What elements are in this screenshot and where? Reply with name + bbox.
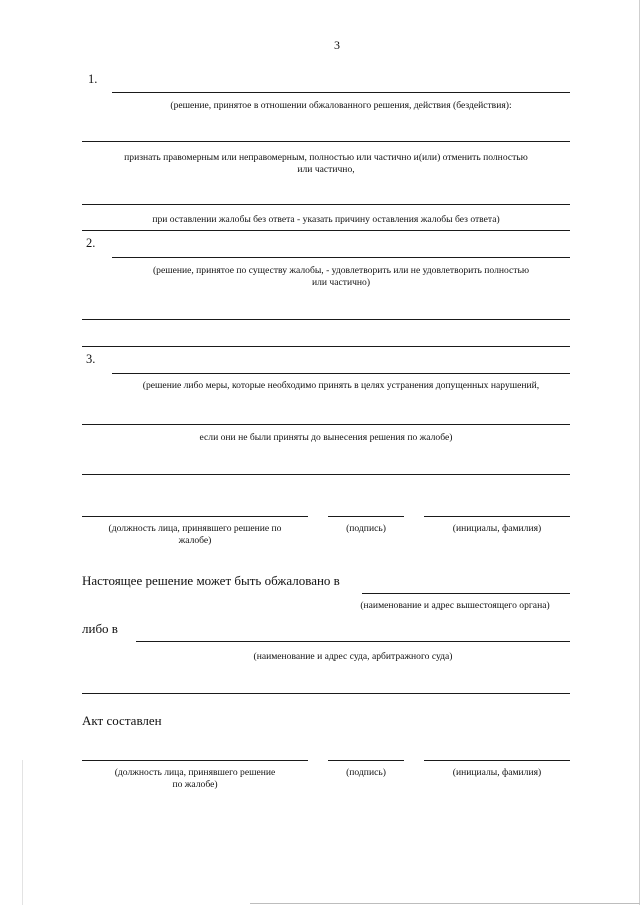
item-3-fill-line-3 [82,474,570,475]
item-2-top-line [82,230,570,231]
sig1-sign-line [328,516,404,517]
court-line [136,641,570,642]
sig1-name-caption: (инициалы, фамилия) [452,523,542,534]
item-2-fill-line [112,257,570,258]
item-2-fill-line-2 [82,319,570,320]
higher-authority-caption: (наименование и адрес вышестоящего органа) [360,600,550,611]
sig1-sign-caption: (подпись) [346,523,386,534]
item-1-caption-3: при оставлении жалобы без ответа - указать причину оставления жалобы без ответа) [152,214,500,225]
item-3-fill-line [112,373,570,374]
sig2-position-caption-1: (должность лица, принявшего решение [114,767,276,778]
sig2-position-caption-2: по жалобе) [172,779,218,790]
sig2-name-line [424,760,570,761]
item-3-caption-2: если они не были приняты до вынесения решения по жалобе) [199,432,453,443]
court-caption: (наименование и адрес суда, арбитражного суда) [253,651,453,662]
sig2-position-line [82,760,308,761]
higher-authority-line [362,593,570,594]
act-text: Акт составлен [82,713,162,728]
scan-edge-bottom [250,903,640,904]
sig1-position-line [82,516,308,517]
sig2-sign-caption: (подпись) [346,767,386,778]
item-1-fill-line-3 [82,204,570,205]
appeal-text: Настоящее решение может быть обжаловано в [82,573,340,588]
item-2-caption: (решение, принятое по существу жалобы, - удовлетворить или не удовлетворить полностью [152,265,530,276]
sig1-name-line [424,516,570,517]
item-3-caption: (решение либо меры, которые необходимо принять в целях устранения допущенных нарушений, [142,380,540,391]
page-number: 3 [334,38,340,52]
item-3-number: 3. [86,352,96,366]
sig2-name-caption: (инициалы, фамилия) [452,767,542,778]
item-1-fill-line [112,92,570,93]
item-2-number: 2. [86,236,96,250]
item-1-caption: (решение, принятое в отношении обжалованного решения, действия (бездействия): [170,100,512,111]
item-1-caption-2: признать правомерным или неправомерным, полностью или частично и(или) отменить полностью [124,152,528,163]
item-1-fill-line-2 [82,141,570,142]
sig1-position-caption-2: жалобе) [178,535,212,546]
item-2-caption-b: или частично) [311,277,371,288]
item-3-fill-line-2 [82,424,570,425]
or-text: либо в [82,621,118,636]
scan-edge-left [22,760,23,905]
item-2-fill-line-3 [82,346,570,347]
item-1-number: 1. [88,72,98,86]
sig2-sign-line [328,760,404,761]
court-line-2 [82,693,570,694]
sig1-position-caption-1: (должность лица, принявшего решение по [108,523,282,534]
item-1-caption-2b: или частично, [297,164,355,175]
